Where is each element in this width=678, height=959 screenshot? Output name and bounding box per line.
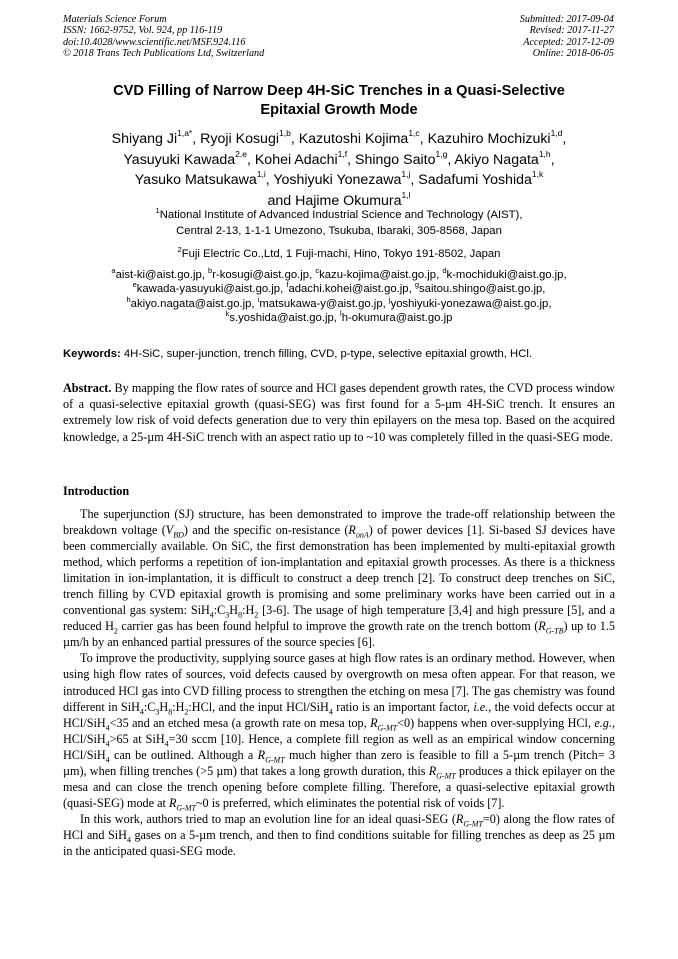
- affiliation-address: Central 2-13, 1-1-1 Umezono, Tsukuba, Ibaraki, 305-8568, Japan: [176, 224, 502, 237]
- author-mark: 1,a*: [177, 128, 193, 139]
- keywords-label: Keywords:: [63, 348, 121, 360]
- email-mark: c: [315, 266, 320, 276]
- email-link[interactable]: aist-ki@aist.go.jp: [115, 269, 202, 281]
- email-mark: e: [132, 280, 137, 290]
- intro-paragraph-1: The superjunction (SJ) structure, has been demonstrated to improve the trade-off relationship between the breakdown voltage $(V_{BD})$ and the specific on-resistance $(R_{onA})$ of power devices [1]. Si-based SJ devices have been commercially available. On SiC, the first demonstration has been implemented by multi-epitaxial growth method, which performs a repetition of ion-implantation and epitaxial growth processes. As there is a thickness limitation in ion-implantation, it is difficult to construct a deep trench [2]. To construct deep trenches on SiC, trench filling by CVD epitaxial growth is promising and some preliminary works have been carried out in a conventional gas system: $SiH_4:C_3H_8:H_2$ [3-6]. The usage of high temperature [3,4] and high pressure [5], and a reduced $H_2$ carrier gas has been found helpful to improve the growth rate on the trench bottom $(R_{G-TB})$ up to 1.5 µm/h by an enhanced partial pressures of the source species [6].: [63, 507, 616, 650]
- email-mark: l: [340, 309, 342, 319]
- author-name: Shingo Saito: [355, 151, 436, 168]
- author-name: Shiyang Ji: [111, 131, 178, 147]
- doi-line[interactable]: doi:10.4028/www.scientific.net/MSF.924.116: [63, 36, 246, 48]
- email-link[interactable]: saitou.shingo@aist.go.jp: [419, 283, 543, 296]
- intro-paragraph-3: In this work, authors tried to map an evolution line for an ideal quasi-SEG $(R_{G-MT}=0)$ along the flow rates of HCl and SiH$_4$ gases on a 5-µm trench, and then to find conditions suitable for filling trenches as deep as 25 µm in the anticipated quasi-SEG mode.: [63, 811, 615, 858]
- author-mark: 1,f: [337, 148, 348, 159]
- email-link[interactable]: kazu-kojima@aist.go.jp: [319, 269, 437, 281]
- intro-paragraph-2: To improve the productivity, supplying source gases at high flow rates is an ordinary method. However, when using high flow rates of sources, void defects caused by overgrowth on mesa often appear. For that reason, we introduced HCl gas into CVD filling process to strengthen the etching on mesa [7]. The gas chemistry was found different in $SiH_4:C_3H_8:H_2:HCl$, and the input HCl/SiH$_4$ ratio is an important factor, i.e., the void defects occur at HCl/SiH$_4$<35 and an etched mesa (a growth rate on mesa top, $R_{G-MT}<0$) happens when over-supplying HCl, e.g., HCl/SiH$_4$>65 at SiH$_4$=30 sccm [10]. Hence, a complete fill region as well as an empirical window concerning HCl/SiH$_4$ can be outlined. Although a $R_{G-MT}$ much higher than zero is feasible to fill a 5-µm trench (Pitch= 3 µm), when filling trenches (>5 µm) that takes a long growth duration, this $R_{G-MT}$ produces a thick epilayer on the mesa and can close the trench opening before complete filling. Therefore, a quasi-selective epitaxial growth (quasi-SEG) mode at $R_{G-MT}\sim 0$ is preferred, which eliminates the potential risk of voids [7].: [63, 651, 616, 813]
- title-line-2: Epitaxial Growth Mode: [260, 102, 418, 118]
- affiliation-mark: 2: [177, 245, 182, 255]
- email-mark: j: [388, 295, 391, 305]
- author-and: and: [267, 192, 292, 209]
- paper-title: [70, 82, 608, 120]
- email-link[interactable]: s.yoshida@aist.go.jp: [229, 312, 334, 325]
- keywords: [63, 347, 615, 361]
- copyright-line: © 2018 Trans Tech Publications Ltd, Switzerland: [63, 48, 265, 60]
- email-link[interactable]: r-kosugi@aist.go.jp: [212, 269, 310, 281]
- author-mark: 1,d: [550, 128, 563, 139]
- affiliation-name: National Institute of Advanced Industrial Science and Technology (AIST),: [159, 209, 523, 221]
- affiliation-2: [70, 247, 608, 263]
- affiliation-1: [70, 208, 608, 239]
- author-name: Hajime Okumura: [295, 192, 402, 209]
- author-mark: 1,b: [278, 128, 291, 139]
- author-name: Kazutoshi Kojima: [298, 131, 409, 147]
- author-name: Kohei Adachi: [254, 151, 338, 168]
- email-link[interactable]: h-okumura@aist.go.jp: [341, 312, 453, 325]
- author-name: Yasuko Matsukawa: [134, 172, 257, 188]
- issn-line: ISSN: 1662-9752, Vol. 924, pp 116-119: [63, 25, 223, 37]
- email-link[interactable]: yoshiyuki-yonezawa@aist.go.jp: [390, 297, 549, 310]
- author-list: Shiyang $Ji^{1,a*}$, Ryoji Kosugi$^{1,b}$, Kazutoshi Kojima$^{1,c}$, Kazuhiro Mochizuki$^{1,d}$, Yasuyuki Kawada$^{2,e}$, Kohei Adachi$^{1,f}$, Shingo Saito$^{1,g}$, Akiyo Nagata$^{1,h}$, Yasuko Matsukawa$^{1,i}$, Yoshiyuki Yonezawa$^{1,j}$, Sadafumi Yoshida$^{1,k}$ and Hajime Okumura$^{1,l}$: [111, 128, 567, 209]
- email-link[interactable]: matsukawa-y@aist.go.jp: [259, 297, 383, 310]
- journal-name: Materials Science Forum: [63, 14, 167, 25]
- author-name: Sadafumi Yoshida: [418, 172, 532, 188]
- author-mark: 1,g: [435, 148, 448, 159]
- affiliation-name: Fuji Electric Co.,Ltd, 1 Fuji-machi, Hino, Tokyo 191-8502, Japan: [181, 248, 501, 260]
- author-mark: 1,l: [401, 189, 411, 200]
- abstract: [63, 380, 615, 445]
- email-mark: b: [208, 266, 213, 276]
- author-name: Akiyo Nagata: [454, 151, 539, 168]
- email-mark: h: [126, 295, 131, 305]
- email-link[interactable]: akiyo.nagata@aist.go.jp: [130, 297, 252, 310]
- author-name: Kazuhiro Mochizuki: [427, 131, 551, 147]
- email-mark: i: [257, 295, 260, 305]
- email-mark: d: [442, 266, 447, 276]
- section-heading: Introduction: [63, 484, 130, 498]
- email-link[interactable]: kawada-yasuyuki@aist.go.jp: [136, 283, 281, 296]
- author-mark: 1,h: [538, 148, 551, 159]
- author-name: Yoshiyuki Yonezawa: [273, 172, 402, 188]
- abstract-text: By mapping the flow rates of source and HCl gases dependent growth rates, the CVD process window of a quasi-selective epitaxial growth (quasi-SEG) was first found for a 5-µm 4H-SiC trench. It ensures an extremely low risk of void defects generation due to very thin epilayers on the mesa top. Based on the acquired knowledge, a 25-µm 4H-SiC trench with an aspect ratio up to ~10 was completely filled in the quasi-SEG mode.: [63, 381, 615, 444]
- email-link[interactable]: adachi.kohei@aist.go.jp: [288, 283, 409, 296]
- author-mark: 1,j: [401, 169, 411, 180]
- email-list: $^a$aist-ki@aist.go.jp, $^b$r-kosugi@aist.go.jp, $^c$kazu-kojima@aist.go.jp, $^d$k-mochiduki@aist.go.jp, $^e$kawada-yasuyuki@aist.go.jp, $^f$adachi.kohei@aist.go.jp, $^g$saitou.shingo@aist.go.jp, $^h$akiyo.nagata@aist.go.jp, $^i$matsukawa-y@aist.go.jp, $^j$yoshiyuki-yonezawa@aist.go.jp, $^k$s.yoshida@aist.go.jp, $^l$h-okumura@aist.go.jp: [111, 266, 567, 325]
- journal-header: [63, 14, 264, 60]
- email-mark: k: [225, 309, 230, 319]
- email-mark: f: [286, 280, 289, 290]
- email-mark: g: [414, 280, 420, 290]
- author-mark: 1,c: [408, 128, 420, 139]
- email-link[interactable]: k-mochiduki@aist.go.jp: [446, 269, 564, 281]
- title-line-1: CVD Filling of Narrow Deep 4H-SiC Trenches in a Quasi-Selective: [113, 83, 565, 99]
- affiliation-mark: 1: [155, 206, 160, 216]
- author-mark: 1,i: [256, 169, 266, 180]
- author-name: Yasuyuki Kawada: [123, 151, 236, 168]
- revised-date: Revised: 2017-11-27: [529, 25, 614, 37]
- author-mark: 1,k: [531, 169, 544, 180]
- keywords-text: 4H-SiC, super-junction, trench filling, CVD, p-type, selective epitaxial growth, HCl.: [120, 348, 533, 360]
- author-name: Ryoji Kosugi: [200, 131, 279, 147]
- submitted-date: Submitted: 2017-09-04: [519, 14, 614, 25]
- introduction-body: [63, 506, 615, 859]
- author-mark: 2,e: [235, 148, 247, 159]
- accepted-date: Accepted: 2017-12-09: [523, 36, 614, 48]
- online-date: Online: 2018-06-05: [532, 48, 614, 60]
- email-mark: a: [111, 266, 116, 276]
- dates-header: [520, 14, 614, 60]
- abstract-label: Abstract.: [63, 381, 112, 395]
